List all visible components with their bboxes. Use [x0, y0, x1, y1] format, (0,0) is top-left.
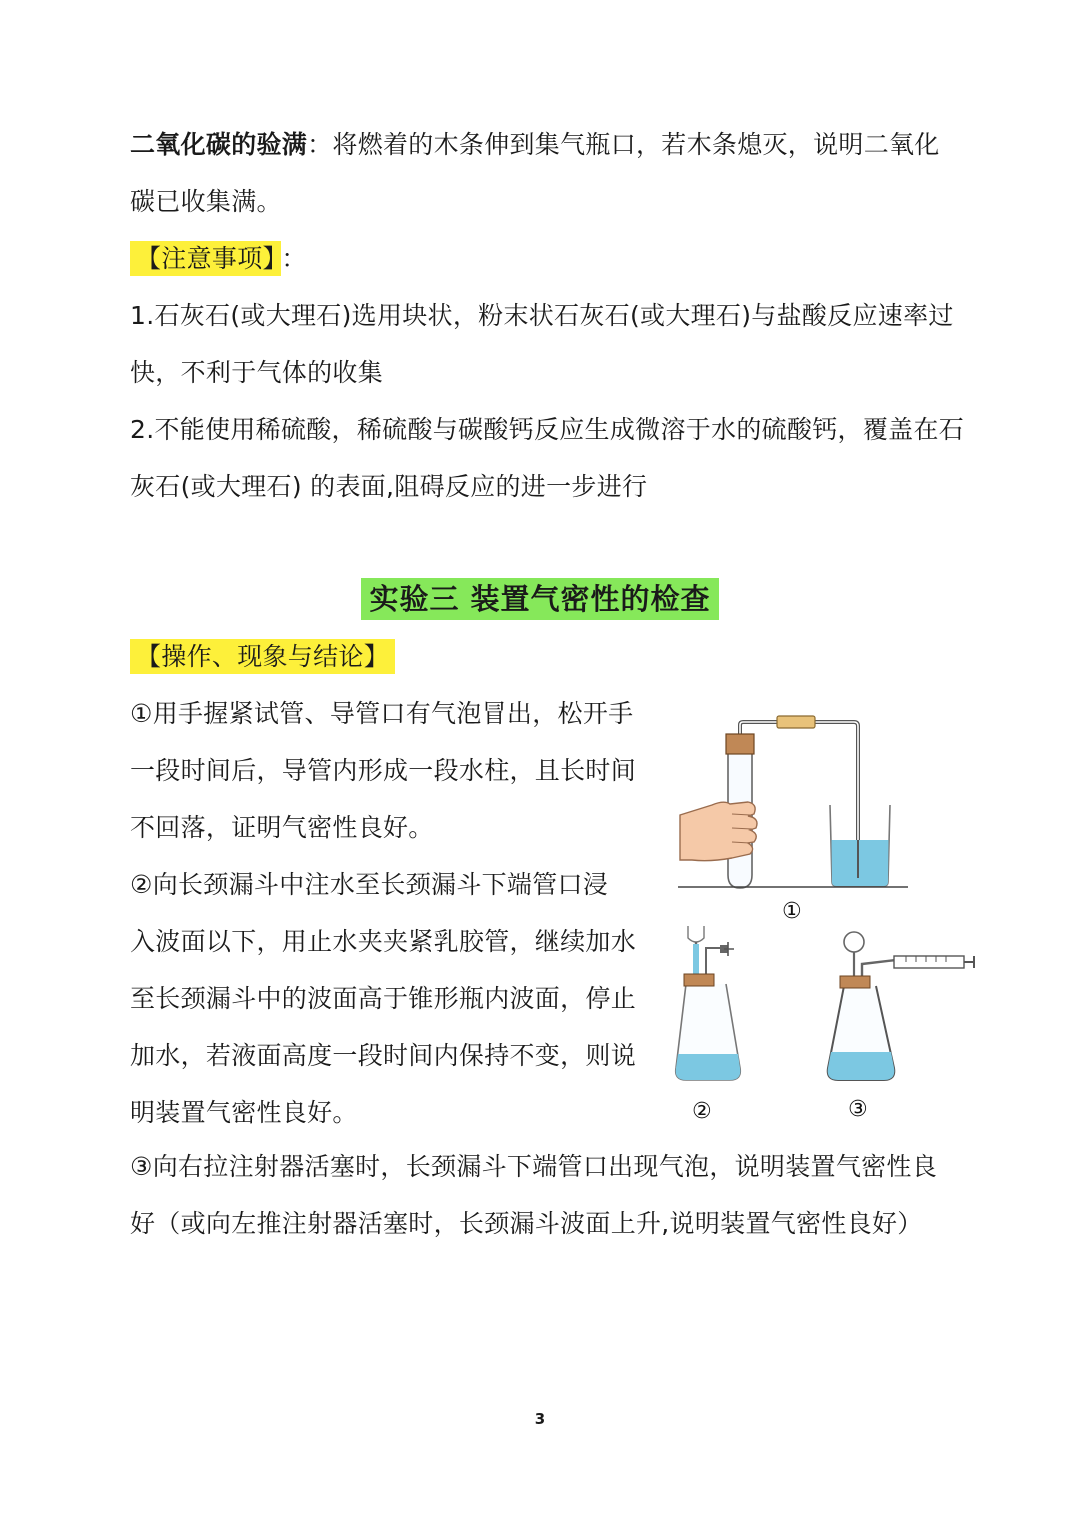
- step1-line: 一段时间后，导管内形成一段水柱，且长时间: [130, 756, 637, 785]
- beaker-water: [832, 840, 889, 886]
- co2-full-check-paragraph: [130, 116, 960, 230]
- figure-3-syringe-flask: [818, 926, 978, 1126]
- notes-heading: 【注意事项】: [130, 241, 281, 276]
- co2-full-label: 二氧化碳的验满: [130, 130, 308, 159]
- step2-line: 入波面以下，用止水夹夹紧乳胶管，继续加水: [130, 927, 637, 956]
- figure-1-label: ①: [782, 899, 802, 924]
- step2-line: 明装置气密性良好。: [130, 1098, 358, 1127]
- step1-line: ①用手握紧试管、导管口有气泡冒出，松开手: [130, 699, 634, 728]
- figure-1-hand-test-tube: [672, 710, 912, 930]
- note-item-1-line1: 1.石灰石(或大理石)选用块状，粉末状石灰石(或大理石)与盐酸反应速率过: [130, 301, 954, 330]
- notes-heading-suffix: ：: [281, 244, 307, 273]
- step2-line: ②向长颈漏斗中注水至长颈漏斗下端管口浸: [130, 870, 609, 899]
- step2-line: 加水，若液面高度一段时间内保持不变，则说: [130, 1041, 637, 1070]
- note-item-2-line1: 2.不能使用稀硫酸，稀硫酸与碳酸钙反应生成微溶于水的硫酸钙，覆盖在石: [130, 415, 965, 444]
- step1-line: 不回落，证明气密性良好。: [130, 813, 434, 842]
- section-title: 实验三 装置气密性的检查: [361, 578, 718, 620]
- step3-line: 好（或向左推注射器活塞时，长颈漏斗波面上升,说明装置气密性良好）: [130, 1209, 923, 1238]
- flask-3-water: [828, 1052, 895, 1080]
- figure-2-funnel-flask: [660, 918, 760, 1128]
- notes-section: [130, 230, 965, 515]
- step2-line: 至长颈漏斗中的波面高于锥形瓶内波面，停止: [130, 984, 637, 1013]
- flask-2-water: [676, 1054, 741, 1080]
- co2-full-text: ：将燃着的木条伸到集气瓶口，若木条熄灭，说明二氧化: [307, 130, 940, 159]
- step3-line: ③向右拉注射器活塞时，长颈漏斗下端管口出现气泡，说明装置气密性良: [130, 1152, 938, 1181]
- step3-paragraph: [130, 1138, 937, 1252]
- note-item-2-line2: 灰石(或大理石) 的表面,阻碍反应的进一步进行: [130, 472, 648, 501]
- page-number: 3: [534, 1410, 546, 1428]
- operations-heading: 【操作、现象与结论】: [130, 639, 395, 674]
- note-item-1-line2: 快，不利于气体的收集: [130, 358, 384, 387]
- figure-2-label: ②: [692, 1099, 712, 1124]
- co2-full-text-line2: 碳已收集满。: [130, 187, 282, 216]
- section-title-wrap: [0, 574, 1080, 624]
- operations-section: [130, 628, 636, 1141]
- figure-3-label: ③: [848, 1097, 868, 1122]
